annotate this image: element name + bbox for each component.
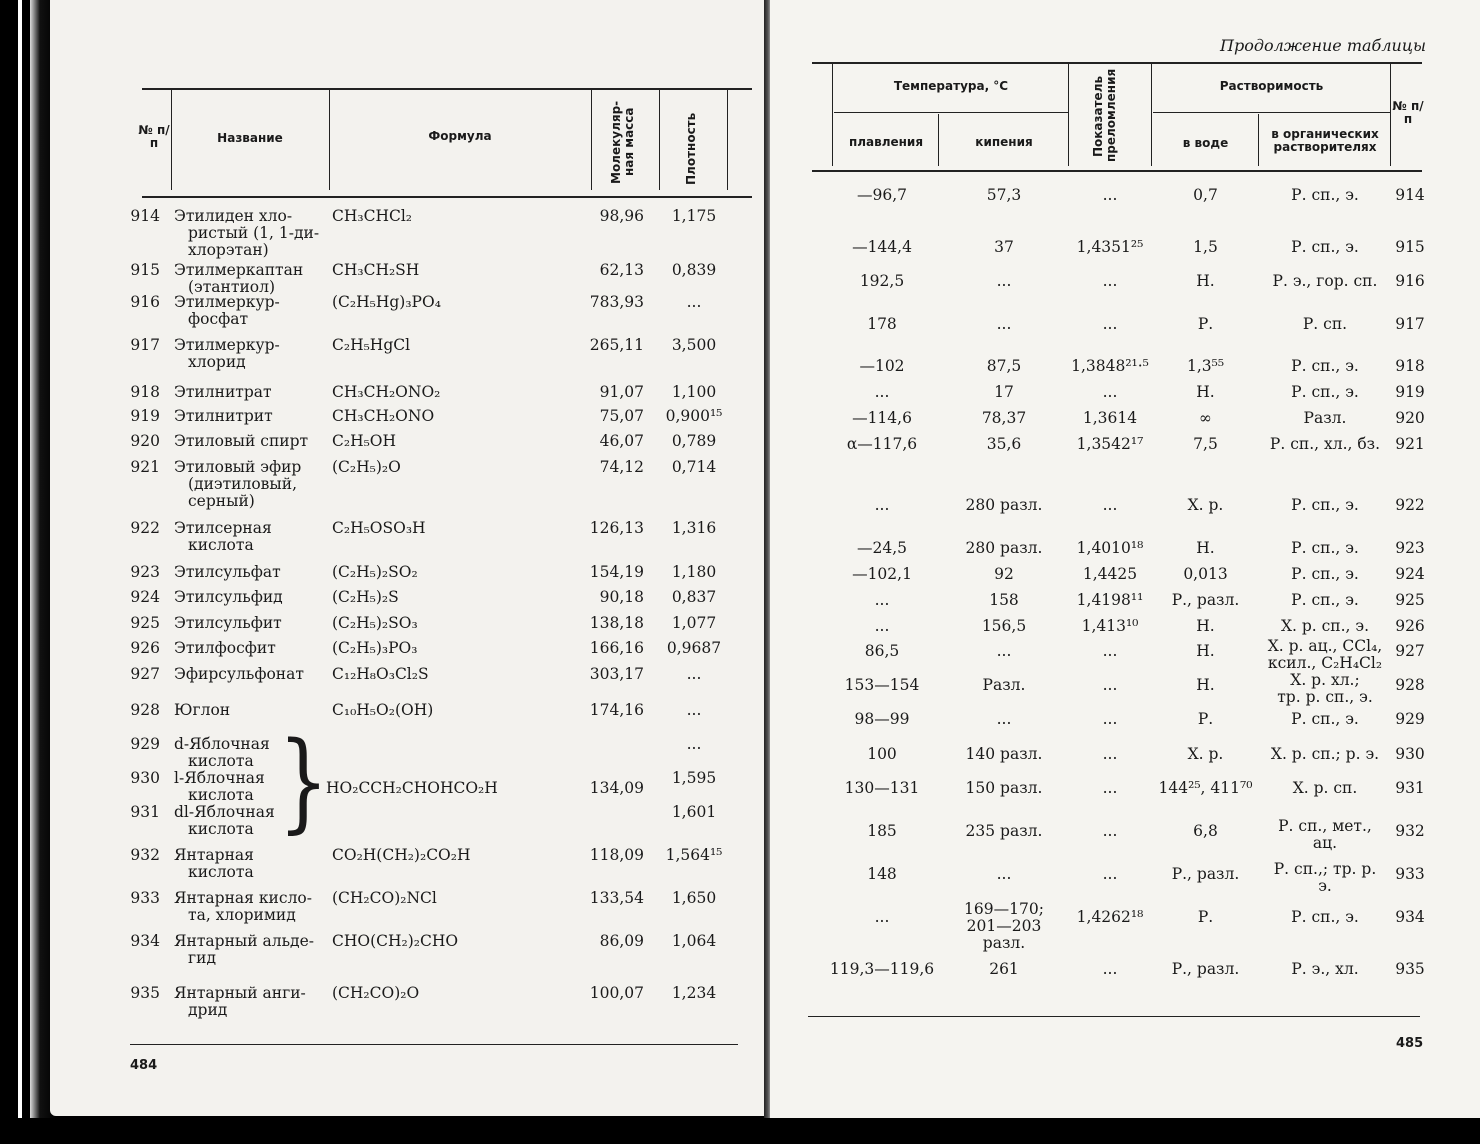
refractive-index: ... [1102, 865, 1118, 883]
molecular-mass: 126,13 [589, 519, 644, 537]
organic-solubility-line: тр. р. сп., э. [1277, 688, 1373, 706]
header-formula: Формула [428, 129, 492, 143]
row-number: 920 [130, 432, 160, 450]
compound-name-line: Этилиден хло- [174, 207, 293, 225]
melting-point: ... [874, 908, 890, 926]
compound-name-line: хлорэтан) [188, 241, 269, 259]
boiling-point: 156,5 [981, 617, 1027, 635]
boiling-point: 17 [994, 383, 1014, 401]
density-value: 1,564¹⁵ [665, 846, 723, 864]
row-number: 934 [1395, 908, 1425, 926]
organic-solubility-line: Р. сп. [1302, 315, 1348, 333]
compound-formula: CH₃CHCl₂ [332, 207, 412, 225]
boiling-point: 261 [989, 960, 1019, 978]
column-divider [1151, 62, 1152, 166]
compound-formula: C₂H₅HgCl [332, 336, 411, 354]
refractive-index: 1,413¹⁰ [1081, 617, 1139, 635]
compound-formula: CO₂H(CH₂)₂CO₂H [332, 846, 471, 864]
header-bottom-rule [142, 196, 752, 198]
row-number: 918 [130, 383, 160, 401]
molecular-mass: 86,09 [599, 932, 644, 950]
water-solubility: Х. р. [1187, 745, 1224, 763]
refractive-index: ... [1102, 822, 1118, 840]
organic-solubility-line: Р. сп., э. [1291, 539, 1359, 557]
molecular-mass: 166,16 [589, 639, 644, 657]
water-solubility: ∞ [1199, 409, 1212, 427]
density-value: 0,714 [671, 458, 717, 476]
compound-name-line: Этилсерная [174, 519, 272, 537]
compound-formula: C₂H₅OH [332, 432, 397, 450]
row-number: 914 [1395, 186, 1425, 204]
compound-name-line: Этилнитрит [174, 407, 273, 425]
row-number: 916 [1395, 272, 1425, 290]
molecular-mass: 91,07 [599, 383, 644, 401]
water-solubility: Р. [1197, 710, 1214, 728]
refractive-index: 1,4425 [1082, 565, 1138, 583]
refractive-index: 1,3848²¹·⁵ [1071, 357, 1149, 375]
boiling-point: 140 разл. [965, 745, 1043, 763]
row-number: 931 [130, 803, 160, 821]
refractive-index: ... [1102, 315, 1118, 333]
boiling-point: Разл. [982, 676, 1026, 694]
boiling-point: 235 разл. [965, 822, 1043, 840]
density-value: 1,100 [671, 383, 717, 401]
compound-name-line: кислота [188, 536, 254, 554]
header-water: в воде [1182, 136, 1229, 150]
compound-name-line: кислота [188, 863, 254, 881]
compound-name-line: Юглон [174, 701, 231, 719]
page-bottom-rule [130, 1044, 738, 1045]
density-value: 0,9687 [666, 639, 722, 657]
water-solubility: 144²⁵, 411⁷⁰ [1158, 779, 1253, 797]
molecular-mass: 133,54 [589, 889, 644, 907]
compound-formula: (C₂H₅Hg)₃PO₄ [332, 293, 441, 311]
refractive-index: 1,4262¹⁸ [1076, 908, 1144, 926]
water-solubility: Р., разл. [1171, 960, 1240, 978]
refractive-index: ... [1102, 642, 1118, 660]
refractive-index: 1,4010¹⁸ [1076, 539, 1144, 557]
boiling-point: 158 [989, 591, 1019, 609]
boiling-point: 92 [994, 565, 1014, 583]
row-number: 924 [1395, 565, 1425, 583]
melting-point: 192,5 [859, 272, 905, 290]
header-number: № п/п [138, 123, 170, 150]
organic-solubility-line: Р. сп., э. [1291, 383, 1359, 401]
refractive-index: 1,3614 [1082, 409, 1138, 427]
header-molecular-mass: Молекуляр- ная масса [609, 100, 636, 184]
water-solubility: Р. [1197, 315, 1214, 333]
row-number: 921 [130, 458, 160, 476]
water-solubility: 0,013 [1183, 565, 1228, 583]
compound-formula: (C₂H₅)₂S [332, 588, 399, 606]
row-number: 928 [130, 701, 160, 719]
row-number: 924 [130, 588, 160, 606]
row-number: 921 [1395, 435, 1425, 453]
water-solubility: Н. [1196, 383, 1215, 401]
water-solubility: 1,5 [1193, 238, 1218, 256]
boiling-point: ... [996, 315, 1012, 333]
row-number: 929 [130, 735, 160, 753]
left-page [50, 0, 770, 1116]
boiling-point-line: 201—203 [966, 917, 1042, 935]
row-number: 916 [130, 293, 160, 311]
row-number: 925 [1395, 591, 1425, 609]
organic-solubility-line: ац. [1312, 834, 1338, 852]
density-value: ... [686, 665, 702, 683]
row-number: 932 [130, 846, 160, 864]
row-number: 930 [130, 769, 160, 787]
compound-formula: (C₂H₅)₂SO₂ [332, 563, 418, 581]
refractive-index: 1,3542¹⁷ [1076, 435, 1144, 453]
boiling-point-line: 169—170; [964, 900, 1044, 918]
compound-name-line: d-Яблочная [174, 735, 270, 753]
compound-name-line: Этилмеркур- [174, 293, 280, 311]
column-divider [832, 62, 833, 166]
row-number: 914 [130, 207, 160, 225]
water-solubility: Н. [1196, 539, 1215, 557]
organic-solubility-line: Р. сп., э. [1291, 908, 1359, 926]
organic-solubility-line: Р. сп., хл., бз. [1269, 435, 1381, 453]
refractive-index: 1,4198¹¹ [1076, 591, 1144, 609]
molecular-mass: 62,13 [599, 261, 644, 279]
boiling-point: 150 разл. [965, 779, 1043, 797]
water-solubility: Р., разл. [1171, 865, 1240, 883]
compound-name-line: Этилсульфат [174, 563, 281, 581]
organic-solubility-line: Р. э., гор. сп. [1272, 272, 1378, 290]
density-value: 0,789 [671, 432, 717, 450]
scan-bottom-edge [0, 1118, 1480, 1144]
column-divider [591, 88, 592, 190]
boiling-point-line: разл. [982, 934, 1026, 952]
row-number: 920 [1395, 409, 1425, 427]
organic-solubility-line: Х. р. ац., CCl₄, [1267, 637, 1383, 655]
compound-name-line: кислота [188, 752, 254, 770]
compound-formula: (C₂H₅)₃PO₃ [332, 639, 418, 657]
organic-solubility-line: Х. р. хл.; [1290, 671, 1360, 689]
row-number: 919 [130, 407, 160, 425]
refractive-index: 1,4351²⁵ [1076, 238, 1144, 256]
organic-solubility-line: Р. сп.,; тр. р. [1273, 860, 1377, 878]
compound-name-line: Этилмеркур- [174, 336, 280, 354]
brace-malic-acids: } [278, 718, 329, 845]
compound-formula: (CH₂CO)₂NCl [332, 889, 437, 907]
molecular-mass: 138,18 [589, 614, 644, 632]
continuation-caption: Продолжение таблицы [1220, 36, 1427, 55]
row-number: 934 [130, 932, 160, 950]
melting-point: 130—131 [844, 779, 920, 797]
compound-name-line: кислота [188, 820, 254, 838]
molecular-mass: 154,19 [589, 563, 644, 581]
melting-point: 86,5 [864, 642, 900, 660]
compound-name-line: Этиловый спирт [174, 432, 309, 450]
row-number: 933 [130, 889, 160, 907]
boiling-point: 78,37 [981, 409, 1027, 427]
water-solubility: 1,3⁵⁵ [1186, 357, 1225, 375]
row-number: 917 [1395, 315, 1425, 333]
column-divider [1068, 62, 1069, 166]
refractive-index: ... [1102, 186, 1118, 204]
melting-point: —114,6 [852, 409, 912, 427]
density-value: 3,500 [671, 336, 717, 354]
page-number-left: 484 [130, 1058, 158, 1073]
column-divider [938, 114, 939, 166]
boiling-point: 87,5 [986, 357, 1022, 375]
column-divider [727, 88, 728, 190]
melting-point: α—117,6 [846, 435, 918, 453]
density-value: 0,839 [671, 261, 717, 279]
compound-name-line: ристый (1, 1-ди- [188, 224, 320, 242]
compound-formula: CH₃CH₂ONO₂ [332, 383, 441, 401]
compound-formula: C₁₂H₈O₃Cl₂S [332, 665, 429, 683]
refractive-index: ... [1102, 745, 1118, 763]
melting-point: ... [874, 617, 890, 635]
density-value: 1,180 [671, 563, 717, 581]
water-solubility: Н. [1196, 617, 1215, 635]
molecular-mass: 174,16 [589, 701, 644, 719]
compound-formula: HO₂CCH₂CHOHCO₂H [326, 779, 498, 797]
molecular-mass: 265,11 [589, 336, 644, 354]
melting-point: 119,3—119,6 [829, 960, 935, 978]
compound-formula: CH₃CH₂ONO [332, 407, 435, 425]
water-solubility: 7,5 [1193, 435, 1218, 453]
column-divider [659, 88, 660, 190]
refractive-index: ... [1102, 676, 1118, 694]
melting-point: —102 [859, 357, 905, 375]
table-top-rule [142, 88, 752, 90]
melting-point: —144,4 [852, 238, 912, 256]
row-number: 922 [1395, 496, 1425, 514]
compound-name-line: Этилфосфит [174, 639, 276, 657]
header-melting: плавления [848, 135, 924, 149]
compound-name-line: та, хлоримид [188, 906, 296, 924]
melting-point: ... [874, 383, 890, 401]
column-divider [1390, 62, 1391, 166]
melting-point: 185 [867, 822, 897, 840]
melting-point: —96,7 [856, 186, 907, 204]
organic-solubility-line: Р. сп., э. [1291, 591, 1359, 609]
header-refraction: Показатель преломления [1091, 68, 1118, 162]
compound-name-line: серный) [188, 492, 255, 510]
compound-name-line: фосфат [188, 310, 249, 328]
molecular-mass: 303,17 [589, 665, 644, 683]
refractive-index: ... [1102, 779, 1118, 797]
header-solubility: Растворимость [1219, 79, 1324, 93]
compound-formula: CH₃CH₂SH [332, 261, 420, 279]
row-number: 923 [1395, 539, 1425, 557]
page-number-right: 485 [1396, 1036, 1424, 1051]
water-solubility: Н. [1196, 642, 1215, 660]
table-top-rule [812, 62, 1422, 64]
subheader-rule [834, 112, 1068, 113]
organic-solubility-line: ксил., C₂H₄Cl₂ [1267, 654, 1383, 672]
header-boiling: кипения [975, 135, 1033, 149]
boiling-point: ... [996, 642, 1012, 660]
water-solubility: 0,7 [1193, 186, 1218, 204]
boiling-point: ... [996, 710, 1012, 728]
column-divider [171, 88, 172, 190]
row-number: 919 [1395, 383, 1425, 401]
boiling-point: 37 [994, 238, 1014, 256]
molecular-mass: 75,07 [599, 407, 644, 425]
compound-name-line: гид [188, 949, 216, 967]
row-number: 930 [1395, 745, 1425, 763]
organic-solubility-line: Х. р. сп.; р. э. [1270, 745, 1380, 763]
organic-solubility-line: Р. сп., э. [1291, 186, 1359, 204]
density-value: 1,064 [671, 932, 717, 950]
organic-solubility-line: Х. р. сп. [1292, 779, 1358, 797]
compound-name-line: (диэтиловый, [188, 475, 298, 493]
row-number: 932 [1395, 822, 1425, 840]
row-number: 935 [130, 984, 160, 1002]
melting-point: ... [874, 591, 890, 609]
density-value: 1,316 [671, 519, 717, 537]
compound-name-line: Этилнитрат [174, 383, 272, 401]
organic-solubility-line: Р. сп., э. [1291, 357, 1359, 375]
book-spine-left [0, 0, 56, 1144]
organic-solubility-line: э. [1318, 877, 1332, 895]
row-number: 931 [1395, 779, 1425, 797]
row-number: 918 [1395, 357, 1425, 375]
row-number: 926 [130, 639, 160, 657]
molecular-mass: 74,12 [599, 458, 644, 476]
density-value: 1,077 [671, 614, 717, 632]
water-solubility: Р., разл. [1171, 591, 1240, 609]
organic-solubility-line: Р. сп., э. [1291, 565, 1359, 583]
header-organic-solvents: в органических растворителях [1271, 127, 1379, 154]
column-divider [1258, 114, 1259, 166]
compound-name-line: Янтарный альде- [174, 932, 314, 950]
melting-point: —102,1 [852, 565, 912, 583]
boiling-point: 280 разл. [965, 496, 1043, 514]
compound-name-line: Этилмеркаптан [174, 261, 304, 279]
organic-solubility-line: Разл. [1303, 409, 1347, 427]
organic-solubility-line: Р. сп., э. [1291, 238, 1359, 256]
compound-name-line: Янтарная кисло- [174, 889, 312, 907]
organic-solubility-line: Р. сп., э. [1291, 710, 1359, 728]
compound-formula: (CH₂CO)₂O [332, 984, 420, 1002]
molecular-mass: 134,09 [589, 779, 644, 797]
header-density: Плотность [684, 112, 698, 186]
subheader-rule [1153, 112, 1390, 113]
row-number: 922 [130, 519, 160, 537]
row-number: 917 [130, 336, 160, 354]
density-value: 0,900¹⁵ [665, 407, 723, 425]
compound-name-line: Этилсульфит [174, 614, 282, 632]
right-page [770, 0, 1480, 1120]
compound-name-line: (этантиол) [188, 278, 276, 296]
density-value: 1,175 [671, 207, 717, 225]
refractive-index: ... [1102, 960, 1118, 978]
molecular-mass: 98,96 [599, 207, 644, 225]
density-value: 0,837 [671, 588, 717, 606]
compound-name-line: дрид [188, 1001, 228, 1019]
row-number: 929 [1395, 710, 1425, 728]
water-solubility: Н. [1196, 676, 1215, 694]
compound-formula: CHO(CH₂)₂CHO [332, 932, 459, 950]
boiling-point: 35,6 [986, 435, 1022, 453]
melting-point: 100 [867, 745, 897, 763]
compound-name-line: l-Яблочная [174, 769, 265, 787]
boiling-point: 280 разл. [965, 539, 1043, 557]
compound-name-line: хлорид [188, 353, 246, 371]
melting-point: 148 [867, 865, 897, 883]
refractive-index: ... [1102, 383, 1118, 401]
boiling-point: ... [996, 865, 1012, 883]
compound-name-line: Янтарная [174, 846, 254, 864]
compound-formula: (C₂H₅)₂SO₃ [332, 614, 418, 632]
refractive-index: ... [1102, 272, 1118, 290]
organic-solubility-line: Р. э., хл. [1291, 960, 1359, 978]
compound-formula: C₁₀H₅O₂(OH) [332, 701, 434, 719]
header-temperature: Температура, °С [893, 79, 1009, 93]
refractive-index: ... [1102, 710, 1118, 728]
molecular-mass: 783,93 [589, 293, 644, 311]
row-number: 926 [1395, 617, 1425, 635]
compound-name-line: Янтарный анги- [174, 984, 306, 1002]
header-bottom-rule [812, 170, 1422, 172]
melting-point: 98—99 [854, 710, 910, 728]
density-value: ... [686, 701, 702, 719]
refractive-index: ... [1102, 496, 1118, 514]
row-number: 925 [130, 614, 160, 632]
molecular-mass: 118,09 [589, 846, 644, 864]
boiling-point: ... [996, 272, 1012, 290]
water-solubility: Н. [1196, 272, 1215, 290]
water-solubility: 6,8 [1193, 822, 1218, 840]
row-number: 915 [1395, 238, 1425, 256]
compound-name-line: Эфирсульфонат [174, 665, 304, 683]
compound-name-line: Этилсульфид [174, 588, 283, 606]
row-number: 927 [1395, 642, 1425, 660]
header-name: Название [217, 131, 283, 145]
density-value: ... [686, 735, 702, 753]
compound-formula: C₂H₅OSO₃H [332, 519, 426, 537]
row-number: 928 [1395, 676, 1425, 694]
melting-point: 178 [867, 315, 897, 333]
compound-name-line: dl-Яблочная [174, 803, 275, 821]
row-number: 915 [130, 261, 160, 279]
density-value: 1,650 [671, 889, 717, 907]
molecular-mass: 100,07 [589, 984, 644, 1002]
page-bottom-rule [808, 1016, 1420, 1017]
melting-point: 153—154 [844, 676, 920, 694]
water-solubility: Х. р. [1187, 496, 1224, 514]
compound-formula: (C₂H₅)₂O [332, 458, 401, 476]
water-solubility: Р. [1197, 908, 1214, 926]
organic-solubility-line: Р. сп., мет., [1278, 817, 1372, 835]
density-value: 1,601 [671, 803, 717, 821]
molecular-mass: 90,18 [599, 588, 644, 606]
organic-solubility-line: Х. р. сп., э. [1280, 617, 1370, 635]
column-divider [329, 88, 330, 190]
density-value: 1,595 [671, 769, 717, 787]
melting-point: —24,5 [856, 539, 907, 557]
melting-point: ... [874, 496, 890, 514]
density-value: 1,234 [671, 984, 717, 1002]
row-number: 935 [1395, 960, 1425, 978]
row-number: 933 [1395, 865, 1425, 883]
row-number: 927 [130, 665, 160, 683]
header-number: № п/п [1392, 99, 1424, 126]
compound-name-line: кислота [188, 786, 254, 804]
boiling-point: 57,3 [986, 186, 1022, 204]
row-number: 923 [130, 563, 160, 581]
compound-name-line: Этиловый эфир [174, 458, 302, 476]
density-value: ... [686, 293, 702, 311]
organic-solubility-line: Р. сп., э. [1291, 496, 1359, 514]
molecular-mass: 46,07 [599, 432, 644, 450]
